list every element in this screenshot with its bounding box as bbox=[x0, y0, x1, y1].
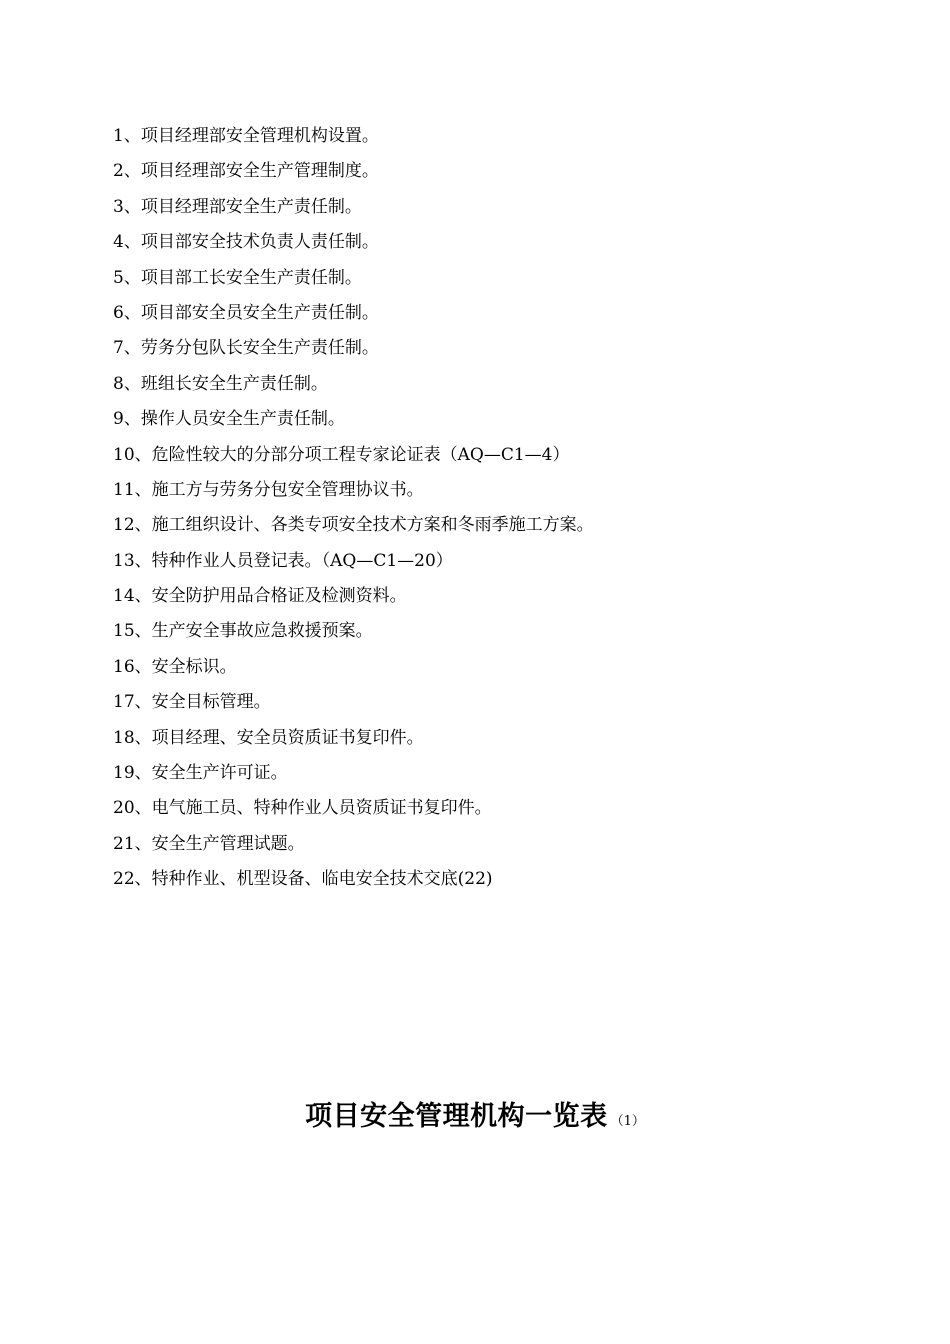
list-item: 12、施工组织设计、各类专项安全技术方案和冬雨季施工方案。 bbox=[113, 515, 594, 536]
list-item: 21、安全生产管理试题。 bbox=[113, 833, 305, 854]
list-item: 16、安全标识。 bbox=[113, 656, 237, 677]
list-item: 14、安全防护用品合格证及检测资料。 bbox=[113, 586, 407, 607]
contents-list bbox=[113, 119, 594, 898]
list-item: 8、班组长安全生产责任制。 bbox=[113, 373, 328, 394]
list-item: 17、安全目标管理。 bbox=[113, 692, 271, 713]
list-item: 10、危险性较大的分部分项工程专家论证表（AQ—C1—4） bbox=[113, 444, 570, 465]
list-item: 7、劳务分包队长安全生产责任制。 bbox=[113, 338, 379, 359]
list-item: 22、特种作业、机型设备、临电安全技术交底(22) bbox=[113, 869, 493, 890]
list-item: 5、项目部工长安全生产责任制。 bbox=[113, 267, 362, 288]
list-item: 20、电气施工员、特种作业人员资质证书复印件。 bbox=[113, 798, 492, 819]
list-item: 2、项目经理部安全生产管理制度。 bbox=[113, 161, 379, 182]
list-item: 3、项目经理部安全生产责任制。 bbox=[113, 196, 362, 217]
page-title-number: （1） bbox=[610, 1114, 645, 1129]
list-item: 4、项目部安全技术负责人责任制。 bbox=[113, 232, 379, 253]
list-item: 6、项目部安全员安全生产责任制。 bbox=[113, 302, 379, 323]
list-item: 11、施工方与劳务分包安全管理协议书。 bbox=[113, 479, 424, 500]
list-item: 9、操作人员安全生产责任制。 bbox=[113, 409, 345, 430]
list-item: 19、安全生产许可证。 bbox=[113, 763, 288, 784]
page-title-main: 项目安全管理机构一览表 bbox=[305, 1101, 608, 1132]
page-title bbox=[0, 1094, 950, 1133]
list-item: 15、生产安全事故应急救援预案。 bbox=[113, 621, 373, 642]
list-item: 18、项目经理、安全员资质证书复印件。 bbox=[113, 727, 424, 748]
list-item: 1、项目经理部安全管理机构设置。 bbox=[113, 126, 379, 146]
list-item: 13、特种作业人员登记表。（AQ—C1—20） bbox=[113, 550, 453, 571]
